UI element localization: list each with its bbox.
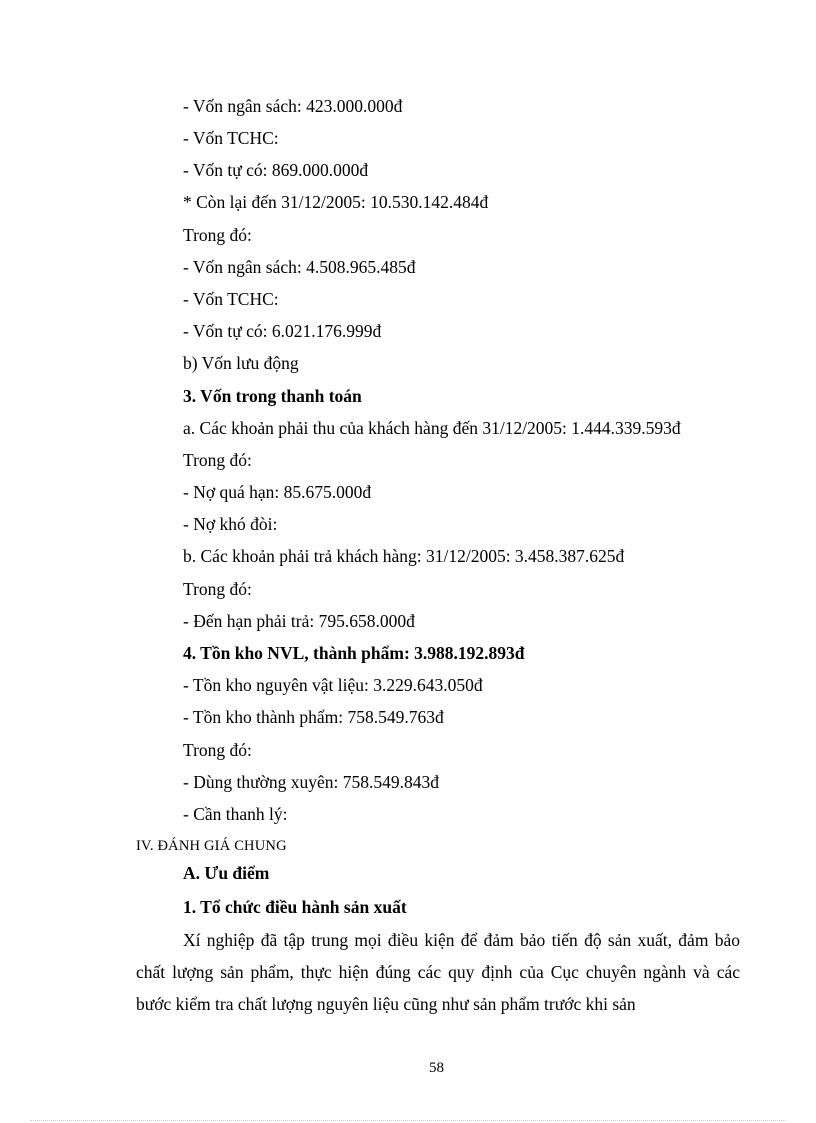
text-line: - Vốn TCHC: — [183, 128, 279, 148]
text-line: - Vốn tự có: 869.000.000đ — [183, 160, 369, 180]
text-line: - Tồn kho thành phẩm: 758.549.763đ — [183, 707, 444, 727]
text-line: - Tồn kho nguyên vật liệu: 3.229.643.050đ — [183, 675, 483, 695]
page-bottom-divider — [30, 1120, 786, 1121]
text-line: - Vốn tự có: 6.021.176.999đ — [183, 321, 382, 341]
text-line: Trong đó: — [183, 225, 252, 245]
text-line: b. Các khoản phải trả khách hàng: 31/12/2005: 3.458.387.625đ — [183, 546, 625, 566]
section-heading: 4. Tồn kho NVL, thành phẩm: 3.988.192.893đ — [183, 643, 525, 663]
text-line: - Nợ khó đòi: — [183, 514, 278, 534]
text-line: b) Vốn lưu động — [183, 353, 299, 373]
text-line: Trong đó: — [183, 579, 252, 599]
text-line: - Nợ quá hạn: 85.675.000đ — [183, 482, 372, 502]
page-number: 58 — [429, 1060, 444, 1076]
chapter-heading: IV. ĐÁNH GIÁ CHUNG — [136, 838, 287, 854]
text-line: - Đến hạn phải trả: 795.658.000đ — [183, 611, 415, 631]
section-heading: 3. Vốn trong thanh toán — [183, 386, 362, 406]
section-heading: 1. Tổ chức điều hành sản xuất — [183, 897, 407, 917]
text-line: - Vốn ngân sách: 4.508.965.485đ — [183, 257, 416, 277]
section-heading: A. Ưu điểm — [183, 863, 270, 883]
text-line: a. Các khoản phải thu của khách hàng đến 31/12/2005: 1.444.339.593đ — [183, 418, 681, 438]
text-line: - Cần thanh lý: — [183, 804, 288, 824]
body-paragraph: Xí nghiệp đã tập trung mọi điều kiện để đảm bảo tiến độ sản xuất, đảm bảo chất lượng sản phẩm, thực hiện đúng các quy định của Cục chuyên ngành và các bước kiểm tra chất lượng nguyên liệu cũng như sản phẩm trước khi sản — [136, 930, 740, 1014]
text-line: Trong đó: — [183, 740, 252, 760]
text-line: * Còn lại đến 31/12/2005: 10.530.142.484đ — [183, 192, 489, 212]
text-line: - Dùng thường xuyên: 758.549.843đ — [183, 772, 439, 792]
text-line: - Vốn TCHC: — [183, 289, 279, 309]
text-line: Trong đó: — [183, 450, 252, 470]
text-line: - Vốn ngân sách: 423.000.000đ — [183, 96, 403, 116]
